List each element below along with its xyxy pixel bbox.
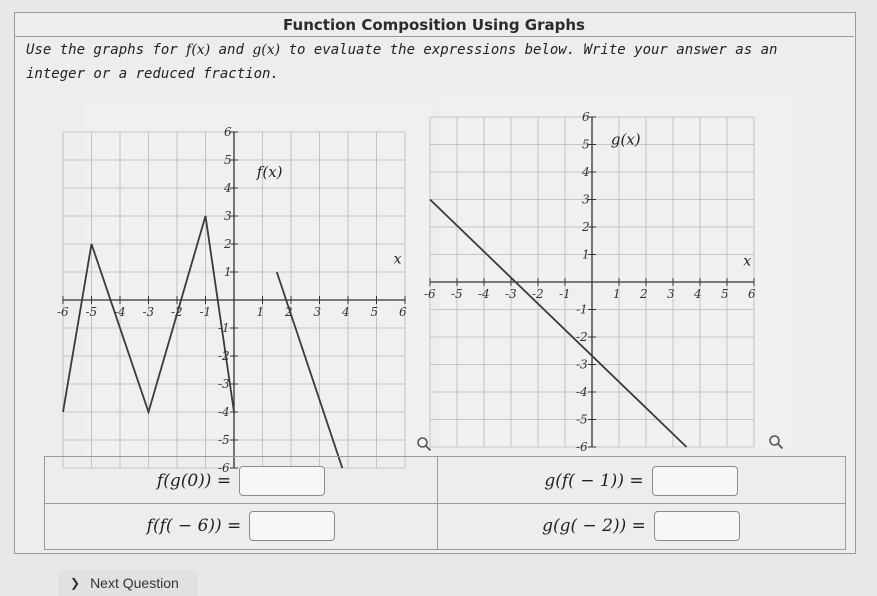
x-tick-label: 1 (613, 287, 621, 301)
function-label: g(x) (610, 130, 641, 149)
zoom-icon[interactable] (768, 434, 784, 450)
y-tick-label: 3 (582, 192, 590, 207)
answers-grid (44, 456, 846, 550)
function-label: f(x) (256, 162, 283, 181)
y-tick-label: 1 (224, 265, 232, 279)
x-axis-label: x (743, 253, 752, 270)
y-tick-label: 2 (582, 220, 590, 234)
y-tick-label: -6 (576, 440, 588, 454)
question-2-expression: g(f( − 1)) = (544, 471, 644, 491)
y-tick-label: -5 (218, 433, 230, 447)
x-tick-label: 5 (721, 287, 729, 301)
instructions-f: f(x) (186, 42, 211, 58)
x-tick-label: -6 (424, 287, 436, 301)
x-tick-label: -4 (114, 305, 126, 319)
question-4 (437, 504, 845, 548)
x-tick-label: -3 (505, 287, 517, 301)
x-axis-label: x (393, 251, 402, 268)
x-tick-label: 6 (399, 305, 407, 319)
y-tick-label: 5 (582, 137, 590, 152)
graph-g (424, 96, 792, 454)
y-tick-label: -1 (576, 302, 588, 317)
x-tick-label: 3 (313, 305, 322, 319)
x-tick-label: -5 (451, 287, 463, 301)
y-tick-label: 4 (224, 181, 232, 195)
y-tick-label: -2 (218, 349, 230, 363)
y-tick-label: -1 (218, 321, 230, 335)
function-curve (430, 200, 687, 448)
question-3-expression: f(f( − 6)) = (146, 516, 242, 536)
y-tick-label: -5 (576, 412, 588, 427)
answer-input-3[interactable] (249, 511, 335, 541)
y-tick-label: 2 (224, 237, 232, 251)
x-tick-label: -1 (559, 287, 571, 301)
y-tick-label: 6 (224, 125, 232, 139)
instructions-rest: to evaluate the expressions below. Write your answer as an integer or a reduced fraction. (26, 42, 778, 82)
graph-g-panel (424, 96, 792, 454)
instructions-g: g(x) (252, 42, 281, 58)
question-2 (437, 459, 845, 503)
y-tick-label: -3 (576, 357, 588, 372)
graph-f (57, 104, 432, 475)
chevron-right-icon: ❯ (70, 576, 81, 590)
x-tick-label: -5 (85, 305, 98, 319)
next-question-button[interactable] (58, 570, 198, 596)
page-title: Function Composition Using Graphs (14, 14, 854, 37)
y-tick-label: 1 (582, 247, 590, 262)
question-1 (45, 459, 437, 503)
y-tick-label: -6 (218, 461, 230, 475)
x-tick-label: -3 (142, 305, 155, 319)
x-tick-label: 2 (285, 305, 293, 319)
x-tick-label: 1 (256, 305, 265, 319)
x-tick-label: 5 (370, 305, 379, 319)
x-tick-label: -2 (532, 287, 544, 301)
y-tick-label: 6 (582, 110, 590, 124)
question-4-expression: g(g( − 2)) = (542, 516, 646, 536)
instructions-and: and (218, 42, 244, 58)
instructions (26, 38, 836, 86)
y-tick-label: 3 (224, 209, 232, 223)
x-tick-label: -1 (199, 305, 212, 319)
x-tick-label: 4 (342, 305, 350, 319)
y-tick-label: 5 (224, 153, 232, 167)
instructions-lead: Use the graphs for (26, 42, 178, 58)
answer-input-2[interactable] (652, 466, 738, 496)
answer-input-4[interactable] (654, 511, 740, 541)
answer-input-1[interactable] (239, 466, 325, 496)
y-tick-label: -3 (218, 377, 230, 391)
x-tick-label: 6 (748, 287, 756, 301)
y-tick-label: -4 (576, 385, 588, 399)
graph-f-panel (57, 104, 432, 475)
question-1-expression: f(g(0)) = (156, 471, 232, 491)
x-tick-label: 3 (667, 287, 675, 301)
y-tick-label: -2 (576, 330, 588, 344)
x-tick-label: -2 (171, 305, 183, 319)
x-tick-label: 2 (640, 287, 648, 301)
question-3 (45, 504, 437, 548)
x-tick-label: 4 (694, 287, 702, 301)
y-tick-label: -4 (218, 405, 230, 419)
next-question-label: Next Question (90, 575, 179, 591)
x-tick-label: -4 (478, 287, 490, 301)
x-tick-label: -6 (57, 305, 69, 319)
y-tick-label: 4 (582, 165, 590, 179)
function-curve (277, 272, 343, 468)
